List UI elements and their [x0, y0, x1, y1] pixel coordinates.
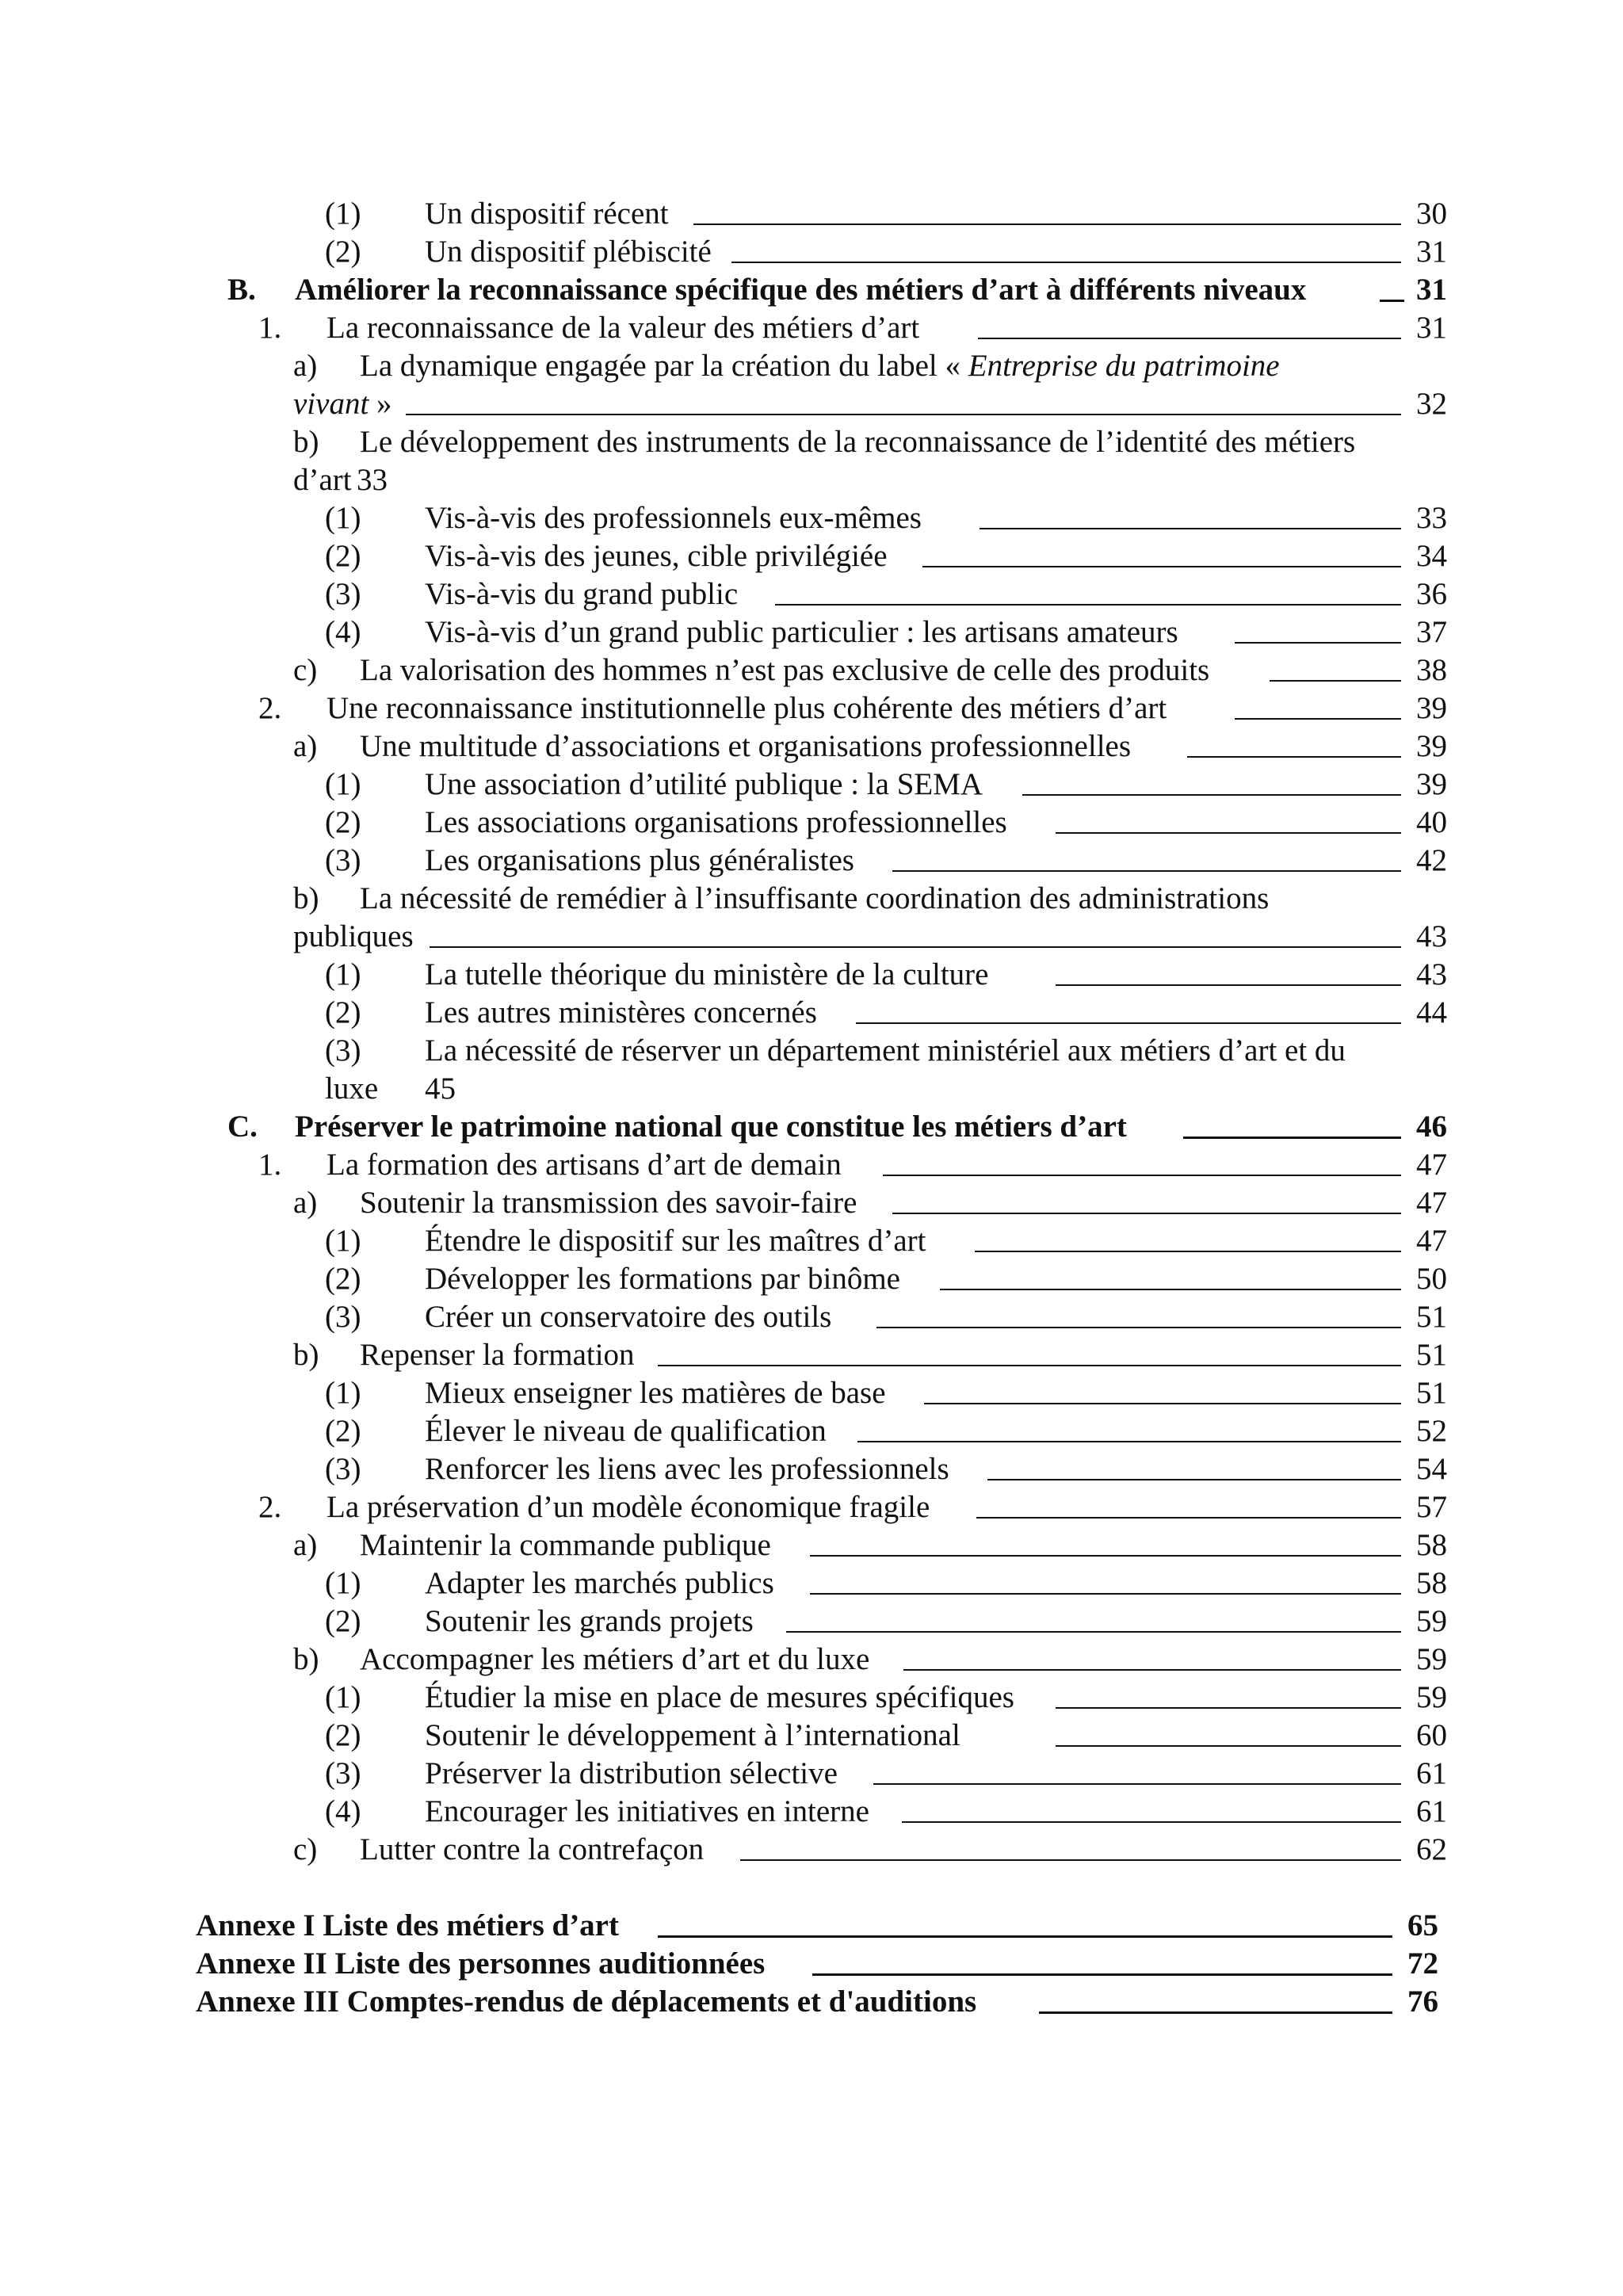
toc-page-number: 45 — [425, 1072, 456, 1106]
toc-leader-line — [857, 1441, 1401, 1442]
toc-leader-line — [406, 414, 1401, 415]
toc-leader-line — [1056, 1707, 1401, 1709]
toc-entry-number: (3) — [325, 1452, 361, 1486]
toc-section-heading — [227, 1108, 1447, 1146]
toc-page-number: 47 — [1416, 1186, 1447, 1220]
toc-entry — [325, 1793, 1447, 1831]
toc-entry-number: a) — [293, 1528, 318, 1562]
toc-page-number: 38 — [1416, 653, 1447, 687]
toc-entry — [325, 1717, 1447, 1755]
toc-entry-title: Créer un conservatoire des outils — [425, 1300, 832, 1334]
toc-entry — [258, 1488, 1447, 1526]
toc-entry — [325, 766, 1447, 804]
toc-entry-title: Soutenir le développement à l’international — [425, 1718, 960, 1752]
toc-page-number: 52 — [1416, 1414, 1447, 1448]
toc-entry-number: (2) — [325, 539, 361, 573]
toc-entry — [325, 499, 1447, 537]
toc-annex-entry — [196, 1907, 1438, 1945]
toc-entry — [325, 1603, 1447, 1641]
toc-section-heading — [227, 271, 1447, 309]
toc-leader-line — [1187, 756, 1401, 758]
toc-entry-title: La dynamique engagée par la création du label « Entreprise du patrimoine — [360, 349, 1280, 383]
toc-leader-line — [978, 338, 1401, 339]
toc-entry-title: Lutter contre la contrefaçon — [360, 1832, 705, 1866]
toc-entry-number: (4) — [325, 1794, 361, 1828]
toc-entry-title-continued: publiques — [293, 919, 414, 953]
toc-entry-title: Les autres ministères concernés — [425, 995, 817, 1030]
toc-page-number: 57 — [1416, 1490, 1447, 1524]
toc-entry-title: Annexe II Liste des personnes auditionnées — [196, 1946, 766, 1981]
toc-entry-continuation — [293, 461, 1447, 499]
toc-entry-title: Encourager les initiatives en interne — [425, 1794, 869, 1828]
toc-entry — [325, 1260, 1447, 1298]
toc-page-number: 65 — [1407, 1908, 1438, 1943]
toc-entry — [325, 842, 1447, 880]
toc-leader-line — [976, 1517, 1401, 1519]
toc-entry-title: Étudier la mise en place de mesures spécifiques — [425, 1680, 1014, 1714]
toc-entry-title: La préservation d’un modèle économique fragile — [327, 1490, 930, 1524]
toc-entry-number: (3) — [325, 1033, 361, 1068]
toc-leader-line — [740, 1859, 1401, 1861]
toc-page-number: 43 — [1416, 919, 1447, 953]
toc-page-number: 37 — [1416, 615, 1447, 649]
toc-entry-title: La nécessité de remédier à l’insuffisante coordination des administrations — [360, 881, 1270, 915]
toc-leader-line — [1056, 832, 1401, 834]
toc-entry — [325, 1564, 1447, 1603]
toc-entry-number: (1) — [325, 1376, 361, 1410]
toc-leader-line — [430, 946, 1401, 948]
toc-entry-number: (1) — [325, 767, 361, 801]
toc-entry-title: Vis-à-vis d’un grand public particulier : les artisans amateurs — [425, 615, 1178, 649]
toc-entry — [293, 1336, 1447, 1374]
toc-entry — [258, 1146, 1447, 1184]
toc-leader-line — [658, 1365, 1401, 1366]
toc-entry — [325, 1450, 1447, 1488]
toc-entry-number: a) — [293, 729, 318, 763]
toc-entry-title: Vis-à-vis des professionnels eux-mêmes — [425, 501, 922, 535]
toc-entry-title: Développer les formations par binôme — [425, 1262, 900, 1296]
toc-page-number: 58 — [1416, 1566, 1447, 1600]
toc-entry-title: Les organisations plus généralistes — [425, 843, 854, 877]
toc-leader-line — [1270, 680, 1401, 682]
toc-entry-title: Préserver le patrimoine national que constitue les métiers d’art — [295, 1110, 1127, 1144]
toc-entry — [293, 1641, 1447, 1679]
toc-leader-line — [876, 1327, 1401, 1328]
toc-leader-line — [903, 1669, 1401, 1671]
toc-entry-title: Annexe I Liste des métiers d’art — [196, 1908, 619, 1943]
toc-leader-line — [924, 1403, 1401, 1404]
toc-entry — [258, 309, 1447, 347]
toc-entry-title: Maintenir la commande publique — [360, 1528, 771, 1562]
toc-page-number: 43 — [1416, 957, 1447, 991]
toc-entry-continuation — [293, 918, 1447, 956]
toc-page-number: 39 — [1416, 729, 1447, 763]
toc-leader-line — [812, 1973, 1392, 1976]
toc-page-number: 61 — [1416, 1756, 1447, 1790]
toc-entry-number: (1) — [325, 501, 361, 535]
toc-entry-title: Accompagner les métiers d’art et du luxe — [360, 1642, 870, 1676]
toc-leader-line — [940, 1289, 1401, 1290]
toc-entry-number: (2) — [325, 995, 361, 1030]
toc-entry-number: 1. — [258, 1148, 282, 1182]
toc-entry-title-continued: d’art — [293, 463, 352, 497]
toc-leader-line — [810, 1593, 1401, 1595]
toc-entry-title: Vis-à-vis des jeunes, cible privilégiée — [425, 539, 888, 573]
toc-entry-title: Un dispositif plébiscité — [425, 235, 712, 269]
toc-annex-entry — [196, 1983, 1438, 2021]
toc-page-number: 51 — [1416, 1338, 1447, 1372]
toc-entry-number: c) — [293, 1832, 318, 1866]
toc-entry-title: Élever le niveau de qualification — [425, 1414, 827, 1448]
toc-leader-line — [1235, 718, 1401, 720]
toc-leader-line — [1039, 2011, 1392, 2014]
toc-entry — [325, 956, 1447, 994]
toc-page-number: 39 — [1416, 767, 1447, 801]
toc-page-number: 47 — [1416, 1148, 1447, 1182]
toc-entry — [325, 1032, 1447, 1070]
toc-page-number: 31 — [1416, 311, 1447, 345]
toc-page-number: 54 — [1416, 1452, 1447, 1486]
toc-entry-title-continued: luxe — [325, 1072, 379, 1106]
toc-entry — [325, 1412, 1447, 1450]
toc-annex-entry — [196, 1945, 1438, 1983]
toc-entry — [325, 613, 1447, 651]
toc-entry-number: 2. — [258, 691, 282, 725]
toc-entry-title: Annexe III Comptes-rendus de déplacements et d'auditions — [196, 1985, 977, 2019]
toc-entry — [293, 728, 1447, 766]
toc-entry — [293, 1526, 1447, 1564]
toc-entry-number: B. — [227, 273, 256, 307]
toc-entry-number: b) — [293, 881, 319, 915]
toc-entry-number: (1) — [325, 1680, 361, 1714]
toc-leader-line — [693, 223, 1401, 225]
toc-entry-number: (3) — [325, 577, 361, 611]
toc-entry — [325, 537, 1447, 575]
toc-page-number: 31 — [1416, 273, 1447, 307]
toc-page-number: 31 — [1416, 235, 1447, 269]
toc-entry-title-continued: vivant » — [293, 387, 392, 421]
toc-page-number: 59 — [1416, 1642, 1447, 1676]
toc-leader-line — [892, 1213, 1401, 1214]
toc-entry-number: (2) — [325, 1604, 361, 1638]
toc-page-number: 61 — [1416, 1794, 1447, 1828]
toc-leader-line — [883, 1175, 1401, 1176]
toc-entry-number: C. — [227, 1110, 258, 1144]
toc-entry-title: La valorisation des hommes n’est pas exclusive de celle des produits — [360, 653, 1210, 687]
toc-entry-number: (1) — [325, 1566, 361, 1600]
toc-page-number: 32 — [1416, 387, 1447, 421]
toc-page-number: 33 — [357, 463, 388, 497]
toc-page-number: 58 — [1416, 1528, 1447, 1562]
toc-entry-number: b) — [293, 1642, 319, 1676]
toc-leader-line — [1056, 984, 1401, 986]
toc-entry-number: (2) — [325, 235, 361, 269]
toc-entry-title: Adapter les marchés publics — [425, 1566, 774, 1600]
toc-entry — [293, 651, 1447, 690]
toc-leader-line — [902, 1821, 1401, 1823]
toc-entry — [325, 195, 1447, 233]
toc-entry-number: (1) — [325, 1224, 361, 1258]
toc-entry — [325, 1679, 1447, 1717]
toc-entry — [293, 1831, 1447, 1869]
toc-page-number: 33 — [1416, 501, 1447, 535]
toc-page-number: 51 — [1416, 1376, 1447, 1410]
toc-page-number: 44 — [1416, 995, 1447, 1030]
toc-entry — [293, 880, 1447, 918]
toc-page-number: 36 — [1416, 577, 1447, 611]
toc-page-number: 60 — [1416, 1718, 1447, 1752]
toc-leader-line — [975, 1251, 1401, 1252]
toc-entry-number: 1. — [258, 311, 282, 345]
toc-page-number: 39 — [1416, 691, 1447, 725]
toc-leader-line — [873, 1783, 1401, 1785]
toc-entry — [293, 1184, 1447, 1222]
toc-entry-number: (2) — [325, 1414, 361, 1448]
toc-entry-number: (4) — [325, 615, 361, 649]
toc-page-number: 50 — [1416, 1262, 1447, 1296]
toc-page-number: 62 — [1416, 1832, 1447, 1866]
toc-page-number: 51 — [1416, 1300, 1447, 1334]
toc-page-number: 47 — [1416, 1224, 1447, 1258]
toc-entry-title: Le développement des instruments de la reconnaissance de l’identité des métiers — [360, 425, 1356, 459]
toc-entry-title: Un dispositif récent — [425, 197, 669, 231]
toc-entry-title: Repenser la formation — [360, 1338, 635, 1372]
toc-entry-number: c) — [293, 653, 318, 687]
toc-page-number: 72 — [1407, 1946, 1438, 1981]
toc-entry-number: (3) — [325, 1756, 361, 1790]
toc-entry — [325, 1755, 1447, 1793]
toc-page-number: 34 — [1416, 539, 1447, 573]
toc-leader-line — [1380, 300, 1404, 302]
toc-entry-title: La tutelle théorique du ministère de la culture — [425, 957, 989, 991]
toc-entry-title: La reconnaissance de la valeur des métiers d’art — [327, 311, 920, 345]
toc-entry-title: Mieux enseigner les matières de base — [425, 1376, 886, 1410]
toc-page-number: 46 — [1416, 1110, 1447, 1144]
toc-leader-line — [1056, 1745, 1401, 1747]
toc-entry-title: Préserver la distribution sélective — [425, 1756, 838, 1790]
toc-page-number: 40 — [1416, 805, 1447, 839]
toc-leader-line — [987, 1479, 1401, 1480]
toc-entry — [258, 690, 1447, 728]
toc-entry-title: Une multitude d’associations et organisations professionnelles — [360, 729, 1132, 763]
toc-leader-line — [731, 262, 1401, 263]
toc-entry — [325, 994, 1447, 1032]
toc-leader-line — [775, 604, 1401, 606]
toc-entry-title: La nécessité de réserver un département ministériel aux métiers d’art et du — [425, 1033, 1346, 1068]
toc-entry-number: a) — [293, 349, 318, 383]
toc-entry — [325, 233, 1447, 271]
toc-entry — [325, 1222, 1447, 1260]
toc-entry-number: (1) — [325, 197, 361, 231]
toc-entry-number: b) — [293, 425, 319, 459]
toc-page-number: 42 — [1416, 843, 1447, 877]
toc-entry — [325, 575, 1447, 613]
toc-entry-number: (3) — [325, 843, 361, 877]
toc-leader-line — [922, 566, 1401, 567]
toc-leader-line — [1235, 642, 1401, 644]
toc-entry-title: Une association d’utilité publique : la SEMA — [425, 767, 983, 801]
toc-leader-line — [786, 1631, 1401, 1633]
toc-entry-title: La formation des artisans d’art de demain — [327, 1148, 842, 1182]
toc-entry — [325, 1374, 1447, 1412]
toc-entry-title: Renforcer les liens avec les professionnels — [425, 1452, 949, 1486]
toc-leader-line — [892, 870, 1401, 872]
toc-leader-line — [980, 528, 1401, 529]
toc-entry — [293, 423, 1447, 461]
toc-entry — [293, 347, 1447, 385]
toc-entry — [325, 1298, 1447, 1336]
toc-entry-title: Une reconnaissance institutionnelle plus cohérente des métiers d’art — [327, 691, 1167, 725]
toc-entry-number: 2. — [258, 1490, 282, 1524]
toc-entry-number: (2) — [325, 1718, 361, 1752]
toc-entry-title: Soutenir les grands projets — [425, 1604, 754, 1638]
toc-entry — [325, 804, 1447, 842]
toc-entry-title: Améliorer la reconnaissance spécifique des métiers d’art à différents niveaux — [295, 273, 1307, 307]
toc-page-number: 30 — [1416, 197, 1447, 231]
toc-leader-line — [810, 1555, 1401, 1557]
toc-page-number: 59 — [1416, 1604, 1447, 1638]
toc-page-number: 59 — [1416, 1680, 1447, 1714]
toc-entry-number: (1) — [325, 957, 361, 991]
toc-entry-number: (2) — [325, 805, 361, 839]
toc-entry-number: b) — [293, 1338, 319, 1372]
toc-leader-line — [1022, 794, 1401, 796]
toc-entry-continuation — [293, 385, 1447, 423]
toc-entry-title: Vis-à-vis du grand public — [425, 577, 739, 611]
toc-page-number: 76 — [1407, 1985, 1438, 2019]
toc-entry-continuation — [325, 1070, 1447, 1108]
toc-entry-title: Étendre le dispositif sur les maîtres d’art — [425, 1224, 926, 1258]
toc-entry-number: a) — [293, 1186, 318, 1220]
toc-entry-title: Les associations organisations professionnelles — [425, 805, 1007, 839]
toc-leader-line — [856, 1022, 1401, 1024]
toc-entry-title: Soutenir la transmission des savoir-faire — [360, 1186, 857, 1220]
toc-leader-line — [658, 1935, 1392, 1938]
toc-entry-number: (2) — [325, 1262, 361, 1296]
toc-leader-line — [1183, 1137, 1401, 1139]
toc-entry-number: (3) — [325, 1300, 361, 1334]
